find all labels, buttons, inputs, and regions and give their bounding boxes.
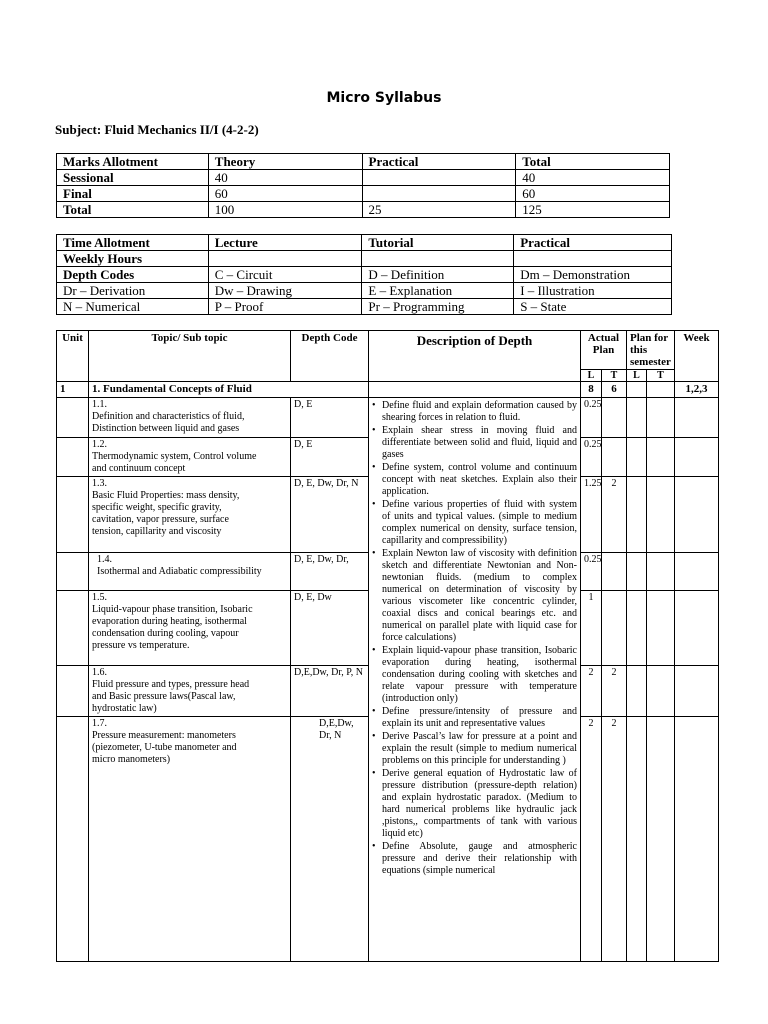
time-cell: P – Proof [208, 299, 362, 315]
topic-depth-code: D,E,Dw, Dr, P, N [291, 666, 369, 717]
topic-depth-code: D, E, Dw, Dr, N [291, 477, 369, 553]
topic-depth-code: D, E, Dw [291, 591, 369, 666]
topic-unit-cell [57, 717, 89, 962]
topic-actual-t: 2 [602, 717, 627, 962]
unit-row [57, 382, 719, 398]
time-cell: Practical [514, 235, 672, 251]
topic-actual-t: 2 [602, 666, 627, 717]
marks-cell: 40 [516, 170, 670, 186]
topic-actual-l: 2 [581, 666, 602, 717]
description-text: Define various properties of fluid with system of units and typical values. (simple to medium complex numerical on density, surface tension, capillarity and compressibility) [382, 499, 577, 546]
topic-plan-t [647, 398, 675, 438]
topic-cell [89, 553, 291, 591]
page-title: Micro Syllabus [326, 90, 442, 106]
description-item [372, 499, 577, 547]
marks-cell: 60 [208, 186, 362, 202]
time-cell: Dr – Derivation [57, 283, 209, 299]
description-list [372, 400, 577, 877]
time-cell: N – Numerical [57, 299, 209, 315]
topic-cell [89, 591, 291, 666]
topic-week [675, 477, 719, 553]
description-item [372, 645, 577, 705]
unit-number: 1 [57, 382, 89, 398]
topic-plan-l [627, 553, 647, 591]
marks-row [57, 170, 670, 186]
time-cell [208, 251, 362, 267]
topic-actual-l: 1 [581, 591, 602, 666]
time-cell: Dw – Drawing [208, 283, 362, 299]
description-item [372, 425, 577, 461]
marks-cell: Total [57, 202, 209, 218]
description-item [372, 706, 577, 730]
header-actual-t: T [602, 370, 627, 382]
unit-week: 1,2,3 [675, 382, 719, 398]
topic-number: 1.1. [92, 399, 107, 410]
marks-row [57, 202, 670, 218]
marks-allotment-table [56, 153, 670, 218]
bullet-icon: • [372, 731, 376, 742]
bullet-icon: • [372, 462, 376, 473]
topic-number: 1.2. [92, 439, 107, 450]
topic-week [675, 438, 719, 477]
description-item [372, 548, 577, 644]
topic-number: 1.6. [92, 667, 107, 678]
time-cell: Weekly Hours [57, 251, 209, 267]
topic-row [57, 398, 719, 438]
topic-plan-l [627, 438, 647, 477]
topic-plan-l [627, 666, 647, 717]
bullet-icon: • [372, 499, 376, 510]
time-cell: C – Circuit [208, 267, 362, 283]
description-text: Define Absolute, gauge and atmospheric pressure and derive their relationship with equations (simple numerical [382, 841, 577, 876]
time-cell [514, 251, 672, 267]
topic-actual-l: 1.25 [581, 477, 602, 553]
topic-plan-t [647, 591, 675, 666]
marks-row [57, 186, 670, 202]
marks-cell: Marks Allotment [57, 154, 209, 170]
topic-plan-t [647, 666, 675, 717]
time-cell: D – Definition [362, 267, 514, 283]
marks-cell: 125 [516, 202, 670, 218]
time-cell: E – Explanation [362, 283, 514, 299]
header-actual-l: L [581, 370, 602, 382]
description-item [372, 462, 577, 498]
topic-depth-code: D, E [291, 438, 369, 477]
topic-plan-l [627, 591, 647, 666]
topic-plan-l [627, 398, 647, 438]
topic-text: Isothermal and Adiabatic compressibility [97, 566, 262, 577]
marks-cell: Total [516, 154, 670, 170]
topic-unit-cell [57, 553, 89, 591]
header-plan-semester: Plan for this semester [627, 331, 675, 370]
description-text: Derive general equation of Hydrostatic law of pressure distribution (pressure-depth relation) and explain hydrostatic paradox. (Medium to hard numerical problems like hydraulic jack ,pistons,, compartments of tank with various liquid etc) [382, 768, 577, 839]
topic-cell [89, 666, 291, 717]
time-row [57, 251, 672, 267]
description-item [372, 731, 577, 767]
topic-cell [89, 438, 291, 477]
topic-week [675, 398, 719, 438]
description-item [372, 841, 577, 877]
marks-cell: 25 [362, 202, 516, 218]
marks-cell: 40 [208, 170, 362, 186]
syllabus-table [56, 330, 719, 962]
bullet-icon: • [372, 768, 376, 779]
subject-line: Subject: Fluid Mechanics II/I (4-2-2) [55, 122, 259, 137]
topic-unit-cell [57, 477, 89, 553]
topic-text: Fluid pressure and types, pressure head and Basic pressure laws(Pascal law, hydrostatic law) [92, 679, 250, 714]
bullet-icon: • [372, 425, 376, 436]
description-cell [369, 398, 581, 962]
topic-plan-l [627, 477, 647, 553]
bullet-icon: • [372, 400, 376, 411]
description-text: Derive Pascal’s law for pressure at a point and explain the result (simple to medium numerical problems on this principle for understanding ) [382, 731, 577, 766]
topic-unit-cell [57, 666, 89, 717]
topic-week [675, 717, 719, 962]
topic-week [675, 553, 719, 591]
description-text: Define pressure/intensity of pressure and explain its unit and representative values [382, 706, 577, 729]
header-depth-code: Depth Code [291, 331, 369, 382]
time-cell: Pr – Programming [362, 299, 514, 315]
bullet-icon: • [372, 706, 376, 717]
topic-plan-t [647, 717, 675, 962]
marks-cell [362, 170, 516, 186]
time-cell: S – State [514, 299, 672, 315]
header-plan-l: L [627, 370, 647, 382]
bullet-icon: • [372, 841, 376, 852]
topic-number: 1.7. [92, 718, 107, 729]
topic-depth-code: D, E [291, 398, 369, 438]
description-text: Define system, control volume and continuum concept with neat sketches. Explain also their application. [382, 462, 577, 497]
description-item [372, 400, 577, 424]
header-topic: Topic/ Sub topic [89, 331, 291, 382]
topic-actual-l: 0.25 [581, 553, 602, 591]
time-row [57, 299, 672, 315]
topic-plan-t [647, 477, 675, 553]
time-cell [362, 251, 514, 267]
topic-cell [89, 477, 291, 553]
time-cell: Lecture [208, 235, 362, 251]
marks-row [57, 154, 670, 170]
topic-actual-t [602, 553, 627, 591]
header-plan-t: T [647, 370, 675, 382]
topic-text: Pressure measurement: manometers (piezometer, U-tube manometer and micro manometers) [92, 730, 237, 765]
topic-actual-t [602, 438, 627, 477]
time-cell: Dm – Demonstration [514, 267, 672, 283]
topic-number: 1.5. [92, 592, 107, 603]
topic-actual-l: 2 [581, 717, 602, 962]
time-row [57, 283, 672, 299]
topic-actual-t: 2 [602, 477, 627, 553]
header-actual-plan: Actual Plan [581, 331, 627, 370]
topic-actual-l: 0.25 [581, 398, 602, 438]
unit-actual-l: 8 [581, 382, 602, 398]
marks-cell: 100 [208, 202, 362, 218]
bullet-icon: • [372, 548, 376, 559]
topic-text: Liquid-vapour phase transition, Isobaric evaporation during heating, isothermal condensation during cooling, vapour pressure vs temperature. [92, 604, 253, 651]
marks-cell: 60 [516, 186, 670, 202]
topic-depth-code: D,E,Dw, Dr, N [291, 717, 369, 962]
time-cell: Tutorial [362, 235, 514, 251]
unit-title: 1. Fundamental Concepts of Fluid [89, 382, 369, 398]
marks-cell: Theory [208, 154, 362, 170]
description-text: Explain liquid-vapour phase transition, Isobaric evaporation during heating, isothermal condensation during cooling with sketches and relate vapour pressure with temperature (introduction only) [382, 645, 577, 704]
topic-unit-cell [57, 591, 89, 666]
marks-cell: Final [57, 186, 209, 202]
description-item [372, 768, 577, 840]
description-text: Explain shear stress in moving fluid and differentiate between solid and fluid, liquid and gases [382, 425, 577, 460]
topic-cell [89, 398, 291, 438]
topic-plan-t [647, 553, 675, 591]
topic-number: 1.4. [97, 554, 112, 565]
time-row [57, 235, 672, 251]
marks-cell: Practical [362, 154, 516, 170]
topic-number: 1.3. [92, 478, 107, 489]
header-description: Description of Depth [369, 331, 581, 382]
header-week: Week [675, 331, 719, 382]
topic-actual-l: 0.25 [581, 438, 602, 477]
syllabus-header-row [57, 331, 719, 370]
topic-text: Thermodynamic system, Control volume and continuum concept [92, 451, 257, 474]
topic-text: Definition and characteristics of fluid, Distinction between liquid and gases [92, 411, 245, 434]
marks-cell: Sessional [57, 170, 209, 186]
unit-actual-t: 6 [602, 382, 627, 398]
description-text: Explain Newton law of viscosity with definition sketch and differentiate Newtonian and Non-newtonian fluids. (medium to complex numerical on determination of viscosity by various viscometer like concentric cylinder, coaxial discs and conical bearings etc. and numerical on parallel plate with liquid case for force calculations) [382, 548, 577, 643]
topic-actual-t [602, 591, 627, 666]
time-cell: Time Allotment [57, 235, 209, 251]
time-allotment-table [56, 234, 672, 315]
topic-depth-code: D, E, Dw, Dr, [291, 553, 369, 591]
time-row [57, 267, 672, 283]
topic-text: Basic Fluid Properties: mass density, specific weight, specific gravity, cavitation, vapor pressure, surface tension, capillarity and viscosity [92, 490, 240, 537]
bullet-icon: • [372, 645, 376, 656]
topic-actual-t [602, 398, 627, 438]
header-unit: Unit [57, 331, 89, 382]
description-text: Define fluid and explain deformation caused by shearing forces in relation to fluid. [382, 400, 577, 423]
marks-cell [362, 186, 516, 202]
time-cell: I – Illustration [514, 283, 672, 299]
topic-plan-l [627, 717, 647, 962]
topic-plan-t [647, 438, 675, 477]
topic-unit-cell [57, 398, 89, 438]
time-cell: Depth Codes [57, 267, 209, 283]
topic-week [675, 666, 719, 717]
topic-week [675, 591, 719, 666]
topic-unit-cell [57, 438, 89, 477]
topic-cell [89, 717, 291, 962]
